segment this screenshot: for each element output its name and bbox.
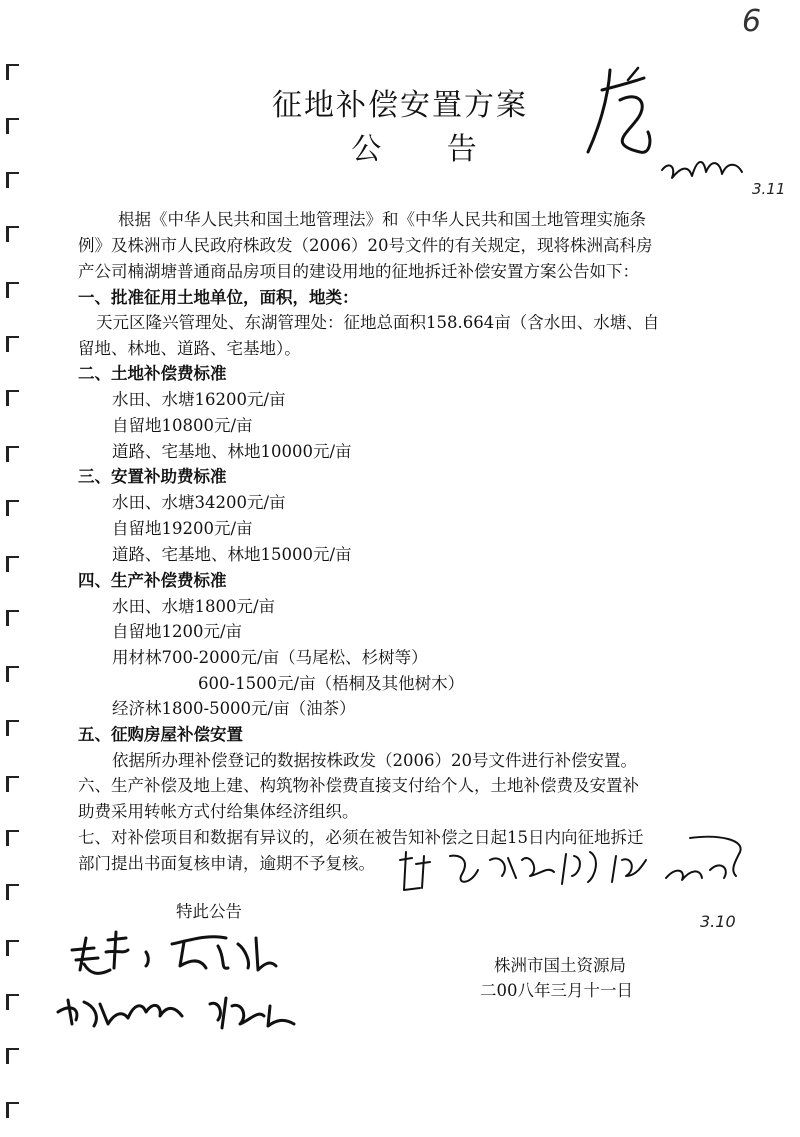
handwritten-date-top: 3.11	[752, 180, 786, 198]
section-line: 七、对补偿项目和数据有异议的，必须在被告知补偿之日起15日内向征地拆迁	[78, 828, 644, 847]
section-line: 六、生产补偿及地上建、构筑物补偿费直接支付给个人，土地补偿费及安置补	[78, 776, 639, 795]
rate-line: 水田、水塘1800元/亩	[112, 597, 276, 616]
intro-line: 产公司楠湖塘普通商品房项目的建设用地的征地拆迁补偿安置方案公告如下：	[78, 262, 639, 281]
intro-line: 根据《中华人民共和国土地管理法》和《中华人民共和国土地管理实施条	[118, 210, 646, 229]
handwritten-signatures	[50, 920, 330, 1050]
section-line: 部门提出书面复核申请，逾期不予复核。	[78, 854, 375, 873]
section-line: 助费采用转帐方式付给集体经济组织。	[78, 802, 359, 821]
issuer-name: 株洲市国土资源局	[494, 956, 626, 975]
issue-date: 二00八年三月十一日	[480, 981, 633, 1000]
section-heading: 五、征购房屋补偿安置	[78, 725, 243, 744]
rate-line: 经济林1800-5000元/亩（油茶）	[112, 699, 356, 718]
rate-line: 自留地1200元/亩	[112, 622, 243, 641]
rate-line: 600-1500元/亩（梧桐及其他树木）	[198, 674, 465, 693]
section-line: 留地、林地、道路、宅基地）。	[78, 339, 301, 358]
rate-line: 用材林700-2000元/亩（马尾松、杉树等）	[112, 648, 428, 667]
section-heading: 二、土地补偿费标准	[78, 364, 227, 383]
handwritten-comment	[390, 830, 760, 910]
section-line: 天元区隆兴管理处、东湖管理处：征地总面积158.664亩（含水田、水塘、自	[96, 313, 660, 332]
notice-closing: 特此公告	[176, 902, 242, 921]
rate-line: 水田、水塘16200元/亩	[112, 390, 286, 409]
document-title: 征地补偿安置方案	[272, 88, 528, 123]
rate-line: 自留地10800元/亩	[112, 416, 253, 435]
section-line: 依据所办理补偿登记的数据按株政发（2006）20号文件进行补偿安置。	[112, 751, 637, 770]
intro-line: 例》及株洲市人民政府株政发（2006）20号文件的有关规定，现将株洲高科房	[78, 236, 653, 255]
rate-line: 道路、宅基地、林地10000元/亩	[112, 442, 352, 461]
rate-line: 道路、宅基地、林地15000元/亩	[112, 545, 352, 564]
rate-line: 自留地19200元/亩	[112, 519, 253, 538]
rate-line: 水田、水塘34200元/亩	[112, 493, 286, 512]
section-heading: 一、批准征用土地单位，面积，地类：	[78, 288, 359, 307]
page-mark: 6	[742, 4, 762, 39]
binder-holes	[6, 0, 20, 1137]
handwritten-date-note: 3.10	[700, 912, 736, 931]
document-subtitle: 公 告	[351, 132, 505, 167]
section-heading: 三、安置补助费标准	[78, 467, 227, 486]
section-heading: 四、生产补偿费标准	[78, 571, 227, 590]
